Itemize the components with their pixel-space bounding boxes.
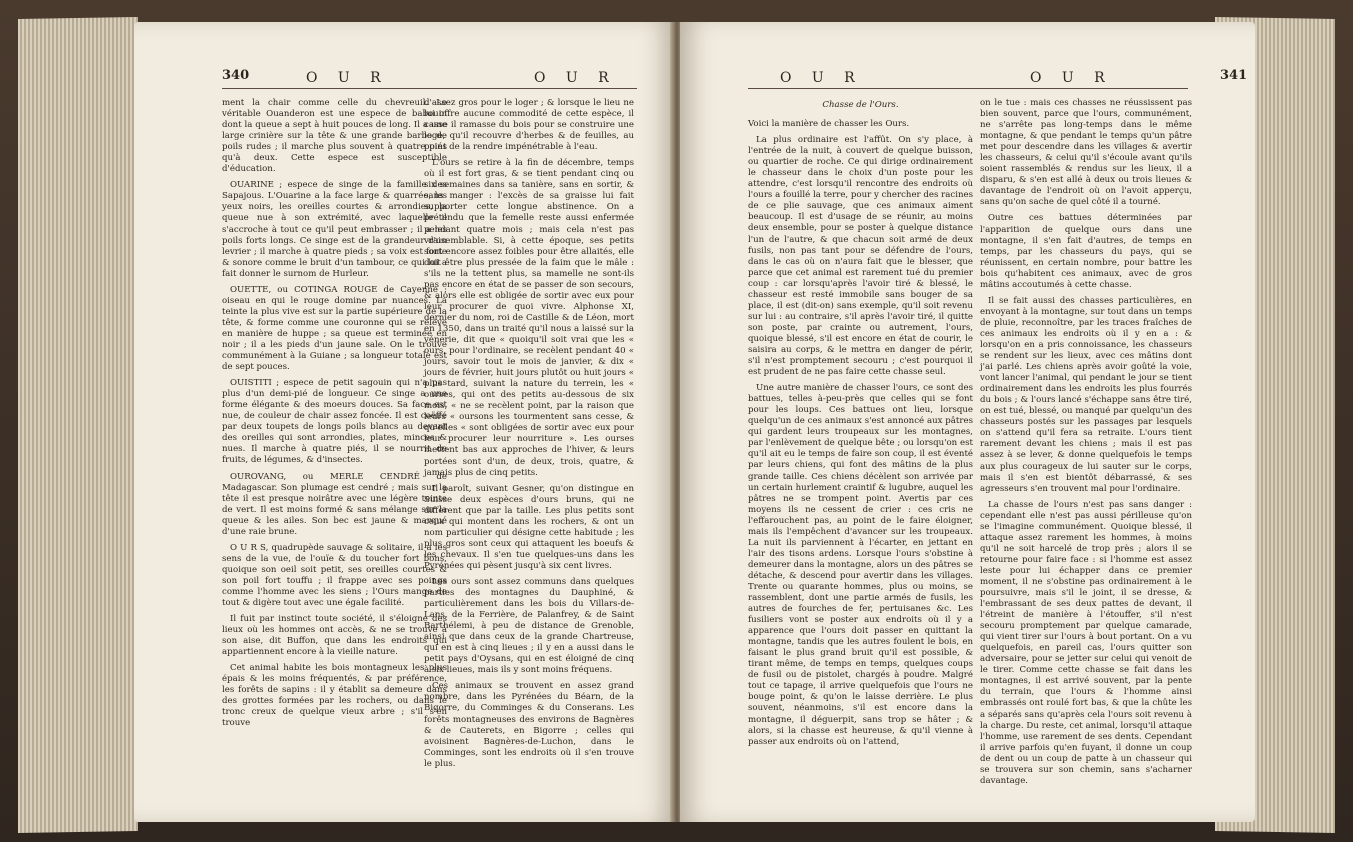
header-rule	[748, 88, 1188, 89]
left-page-edges	[18, 17, 138, 833]
paragraph: Les ours sont assez communs dans quelques parties des montagnes du Dauphiné, & particulièrement dans les bois du Villars-de-Lans, de la Ferrière, de Palanfrey, & de Saint Barthélemi, à peu de distance de Grenoble, ainsi que dans ceux de la grande Chartreuse, qui en est à cinq lieues ; il y en a aussi dans le petit pays d'Oysans, qui en est éloigné de cinq à six lieues, mais ils y sont moins fréquens.	[424, 576, 634, 676]
paragraph: La chasse de l'ours n'est pas sans danger : cependant elle n'est pas aussi périlleuse qu'on se l'imagine communément. Quoique blessé, il attaque assez rarement les hommes, à moins qu'il ne soit harcelé de trop près ; alors il se retourne pour faire face : si l'homme est assez leste pour lui échapper dans ce premier moment, il ne s'obstine pas ordinairement à le poursuivre, mais s'il le joint, il se dresse, & l'embrassant de ses deux pattes de devant, il l'étreint de manière à l'étouffer, s'il n'est secouru promptement par quelque camarade, qui vient tirer sur l'ours à bout portant. On a vu quelquefois, en pareil cas, l'ours quitter son adversaire, pour se jetter sur celui qui venoit de le tirer. Comme cette chasse se fait dans les montagnes, il est arrivé souvent, par la pente du terrain, que l'ours & l'homme ainsi embrassés ont roulé fort bas, & que la chûte les a séparés sans qu'après cela l'ours soit revenu à la charge. Du reste, cet animal, lorsqu'il attaque l'homme, use rarement de ses dents. Cependant il arrive parfois qu'en fuyant, il donne un coup de dent ou un coup de patte à un chasseur qui se trouvera sur son chemin, sans s'acharner davantage.	[980, 499, 1192, 786]
running-head: O U R	[534, 70, 617, 86]
paragraph: OUETTE, ou COTINGA ROUGE de Cayenne ; oiseau en qui le rouge domine par nuances. La teinte la plus vive est sur la partie supérieure de la tête, & forme comme une couronne qui se relève en manière de huppe ; sa queue est terminée en noir ; il a les pieds d'un jaune sale. On le trouve communément à la Guiane ; sa longueur totale est de sept pouces.	[222, 284, 447, 373]
paragraph: Cet animal habite les bois montagneux les plus épais & les moins fréquentés, & par préférence, les forêts de sapins : il y établit sa demeure dans des grottes formées par les rochers, ou dans le tronc creux de quelque vieux arbre ; s'il s'en trouve	[222, 663, 447, 729]
page-number: 341	[1220, 68, 1248, 83]
page-number: 340	[222, 68, 250, 83]
paragraph: Il se fait aussi des chasses particulières, en envoyant à la montagne, sur tout dans un temps de pluie, reconnoître, par les traces fraîches de ces animaux les endroits où il y en a : & lorsqu'on en a pris connoissance, les chasseurs se rendent sur les lieux, avec ces mâtins dont j'ai parlé. Les chiens après avoir goûté la voie, vont lancer l'animal, qui pendant le jour se tient ordinairement dans les endroits les plus fourrés du bois ; & l'ours lancé s'échappe sans être tiré, on est tué, blessé, ou manqué par quelqu'un des chasseurs postés sur les passages par lesquels on s'attend qu'il fera sa retraite. L'ours tient rarement devant les chiens ; mais il est pas assez à se lever, & donne quelquefois le temps aux plus courageux de lui sauter sur le corps, mais il s'en est bientôt débarrassé, & ses agresseurs s'en trouvent mal pour l'ordinaire.	[980, 295, 1192, 494]
text-column-2	[424, 98, 634, 775]
text-column-1	[222, 98, 447, 735]
text-column-1	[748, 98, 973, 753]
running-head: O U R	[1030, 70, 1113, 86]
right-page	[680, 22, 1255, 822]
paragraph: on le tue : mais ces chasses ne réussissent pas bien souvent, parce que l'ours, communément, ne s'arrête pas long-temps dans le même montagne, & que pendant le temps qu'un pâtre met pour descendre dans les villages & avertir les chasseurs, & celui qu'il s'écoule avant qu'ils soient rassemblés & rendus sur les lieux, il a disparu, & s'en est allé à deux ou trois lieues & davantage de l'endroit où on l'avoit apperçu, sans qu'on sache de quel côté il a tourné.	[980, 98, 1192, 208]
paragraph: Il fuit par instinct toute société, il s'éloigne des lieux où les hommes ont accès, & ne se trouve à son aise, dit Buffon, que dans les endroits qui appartiennent encore à la vieille nature.	[222, 614, 447, 658]
text-column-2	[980, 98, 1192, 792]
left-page	[134, 22, 674, 822]
running-head: O U R	[780, 70, 863, 86]
paragraph: La plus ordinaire est l'affût. On s'y place, à l'entrée de la nuit, à couvert de quelque buisson, ou quartier de roche. Ce qui dirige ordinairement le chasseur dans le choix d'un poste pour les attendre, c'est lorsqu'il rencontre des endroits où l'ours a fouillé la terre, pour y chercher des racines de ce plie sauvage, que ces animaux aiment beaucoup. Il est d'usage de se réunir, au moins deux ensemble, pour se poster à quelque distance l'un de l'autre, & que chacun soit armé de deux fusils, non pas tant pour se défendre de l'ours, dans le cas où on n'aura fait que le blesser, que parce que cet animal est rarement tué du premier coup : car lorsqu'après l'avoir tiré & blessé, le chasseur est resté immobile sans bouger de sa place, il est (dit-on) sans exemple, qu'il soit revenu sur lui : au contraire, s'il après l'avoir tiré, il quitte son poste, par crainte ou autrement, l'ours, quoique blessé, s'il est encore en état de courir, le saisira au corps, & le mettra en danger de périr, s'il n'est promptement secouru ; c'est pourquoi il est prudent de ne pas faire cette chasse seul.	[748, 135, 973, 378]
paragraph: Ces animaux se trouvent en assez grand nombre, dans les Pyrénées du Béarn, de la Bigorre, du Comminges & du Conserans. Les forêts montagneuses des environs de Bagnères & de Cauterets, en Bigorre ; celles qui avoisinent Bagnères-de-Luchon, dans le Comminges, sont les endroits où il s'en trouve le plus.	[424, 681, 634, 769]
paragraph: Outre ces battues déterminées par l'apparition de quelque ours dans une montagne, il s'en fait d'autres, de temps en temps, par les chasseurs du pays, qui se réunissent, en certain nombre, pour battre les bois qu'habitent ces animaux, avec de gros mâtins accoutumés à cette chasse.	[980, 213, 1192, 290]
header-rule	[222, 88, 637, 89]
paragraph: ment la chair comme celle du chevreuil. Le véritable Ouanderon est une espece de babouin dont la queue a sept à huit pouces de long. Il a une large crinière sur la tête & une grande barbe de poils rudes ; il marche plus souvent à quatre piés qu'à deux. Cette espece est susceptible d'éducation.	[222, 98, 447, 175]
paragraph: Voici la manière de chasser les Ours.	[748, 119, 910, 130]
paragraph: d'assez gros pour le loger ; & lorsque le lieu ne lui offre aucune commodité de cette espèce, il casse il ramasse du bois pour se construire une loge, qu'il recouvre d'herbes & de feuilles, au point de la rendre impénétrable à l'eau.	[424, 98, 634, 153]
paragraph: Il paroît, suivant Gesner, qu'on distingue en Suisse deux espèces d'ours bruns, qui ne diffèrent que par la taille. Les plus petits sont ceux qui montent dans les rochers, & ont un nom particulier qui désigne cette habitude ; les plus gros sont ceux qui attaquent les boeufs & les chevaux. Il s'en tue quelques-uns dans les Pyrénées qui pèsent jusqu'à six cent livres.	[424, 483, 634, 571]
paragraph: OUROVANG, ou MERLE CENDRÉ de Madagascar. Son plumage est cendré ; mais sur la tête il est presque noirâtre avec une légère teinte de vert. Il est moins formé & sans mélange sur la queue & les ailes. Son bec est jaune & marqué d'une raie brune.	[222, 471, 447, 537]
running-head: O U R	[306, 70, 389, 86]
paragraph: OUISTITI ; espece de petit sagouin qui n'a pas plus d'un demi-pié de longueur. Ce singe a une forme élégante & des moeurs douces. Sa face est nue, de couleur de chair assez foncée. Il est coëffé par deux toupets de longs poils blancs au devant des oreilles qui sont arrondies, plates, minces & nues. Il marche à quatre piés, il se nourrit de fruits, de légumes, & d'insectes.	[222, 378, 447, 466]
paragraph: OUARINE ; espece de singe de la famille des Sapajous. L'Ouarine a la face large & quarrée, les yeux noirs, les oreilles courtes & arrondies, la queue nue à son extrémité, avec laquelle il s'accroche à tout ce qu'il peut embrasser ; il a les poils forts longs. Ce singe est de la grandeur d'un levrier ; il marche à quatre pieds ; sa voix est forte & sonore comme le bruit d'un tambour, ce qui lui a fait donner le surnom de Hurleur.	[222, 180, 447, 279]
paragraph: O U R S, quadrupède sauvage & solitaire, il a les sens de la vue, de l'ouïe & du toucher fort bons, quoique son oeil soit petit, ses oreilles courtes & son poil fort touffu ; il frappe avec ses poings comme l'homme avec les siens ; l'Ours mange de tout & digère tout avec une égale facilité.	[222, 542, 447, 609]
paragraph: L'ours se retire à la fin de décembre, temps où il est fort gras, & se tient pendant cinq ou six semaines dans sa tanière, sans en sortir, & sans manger : l'excès de sa graisse lui fait supporter cette longue abstinence. On a prétendu que la femelle reste aussi enfermée pendant quatre mois ; mais cela n'est pas vraisemblable. Si, à cette époque, ses petits sont encore assez foibles pour être allaités, elle doit être plus pressée de la faim que le mâle : s'ils ne la tettent plus, sa mamelle ne sont-ils pas encore en état de se passer de son secours, & alors elle est obligée de sortir avec eux pour leur procurer de quoi vivre. Alphonse XI, dernier du nom, roi de Castille & de Léon, mort en 1350, dans un traité qu'il nous a laissé sur la vénerie, dit que « quoiqu'il soit vrai que les « ours, pour l'ordinaire, se recèlent pendant 40 « jours, savoir tout le mois de janvier, & dix « jours de février, huit jours plutôt ou huit jours « plus tard, suivant la nature du terrein, les « ourses, qui ont des petits au-dessous de six mois, « ne se recèlent point, par la raison que leurs « oursons les tourmentent sans cesse, & qu'elles « sont obligées de sortir avec eux pour leur procurer leur nourriture ». Les ourses mettent bas aux approches de l'hiver, & leurs portées sont d'un, de deux, trois, quatre, & jamais plus de cinq petits.	[424, 158, 634, 478]
section-heading: Chasse de l'Ours.	[822, 100, 899, 110]
paragraph: Une autre manière de chasser l'ours, ce sont des battues, telles à-peu-près que celles qui se font pour les loups. Ces battues ont lieu, lorsque quelqu'un de ces animaux s'est annoncé aux pâtres qui gardent leurs troupeaux sur les montagnes, par l'enlèvement de quelque bête ; ou lorsqu'on est qu'il ait eu le temps de faire son coup, il est éventé par leurs chiens, qui font des mâtins de la plus grande taille. Ces chiens décèlent son arrivée par un certain hurlement craintif & lugubre, auquel les pâtres ne se trompent point. Avertis par ces moyens ils ne cessent de crier : ces cris ne l'effarouchent pas, au point de le faire éloigner, mais ils l'empêchent d'avancer sur les troupeaux. La nuit ils parviennent à l'écarter, en jettant en l'air des tisons ardens. Lorsque l'ours s'obstine à demeurer dans la montagne, alors un des pâtres se détache, & descend pour avertir dans les villages. Trente ou quarante hommes, plus ou moins, se rassemblent, dont une partie armés de fusils, les autres de fourches de fer, pertuisanes &c. Les fusiliers vont se poster aux endroits où il y a apparence que l'ours doit passer en quittant la montagne, tandis que les autres foulent le bois, en faisant le plus grand bruit qu'il est possible, & tirant même, de temps en temps, quelques coups de fusil ou de pistolet, chargés à poudre. Malgré tout ce tapage, il arrive quelquefois que l'ours ne bouge point, & qu'on le laisse derrière. Le plus souvent, néanmoins, s'il est encore dans la montagne, il déguerpit, sans trop se hâter ; & alors, si la chasse est heureuse, & qu'il vienne à passer aux endroits où on l'attend,	[748, 383, 973, 747]
